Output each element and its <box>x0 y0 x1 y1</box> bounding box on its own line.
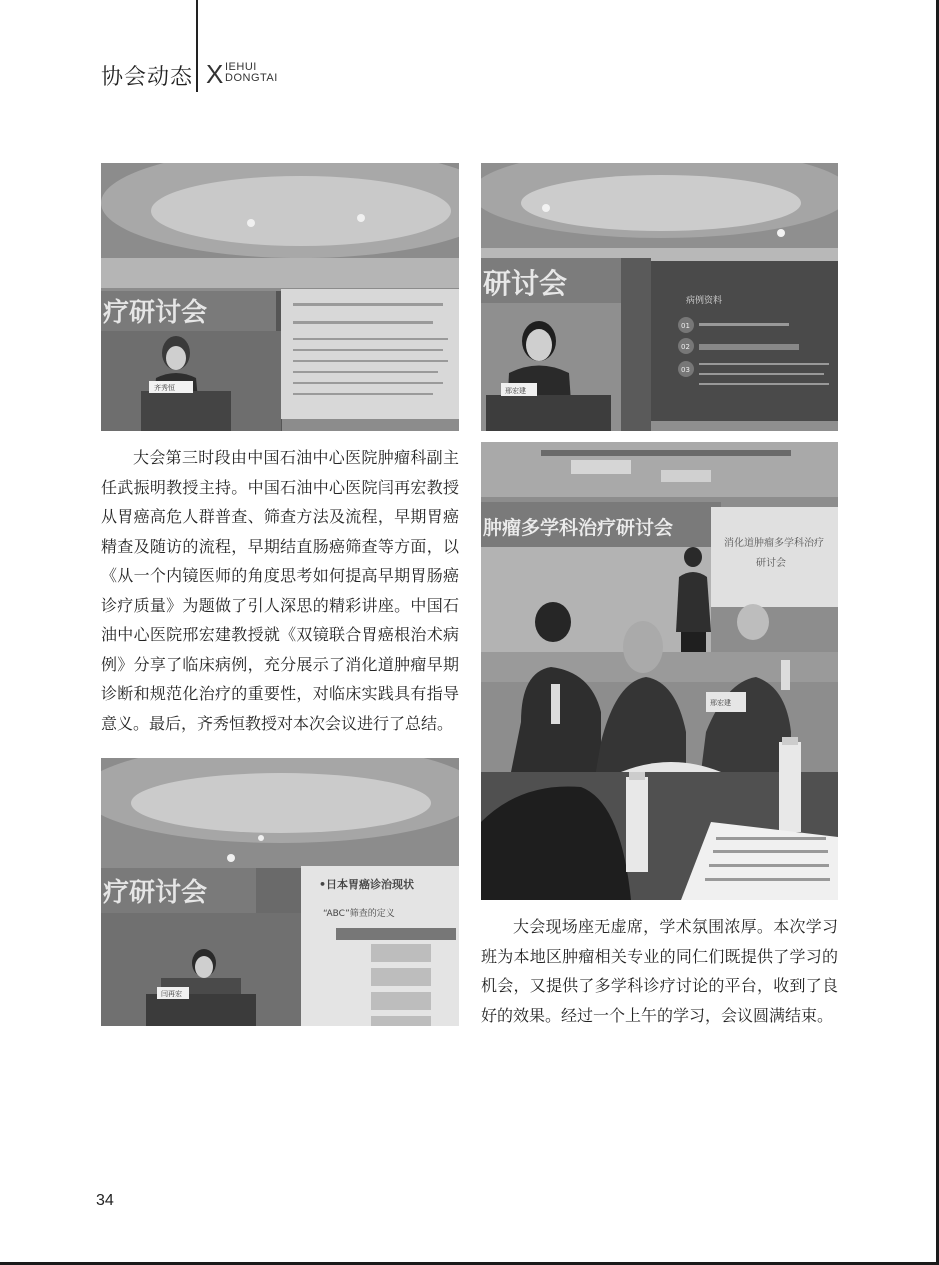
photo-3-name-card: 邢宏建 <box>710 699 731 707</box>
photo-3-screen-title-2: 研讨会 <box>756 558 786 569</box>
photo-4-banner: 疗研讨会 <box>103 878 208 908</box>
photo-4-image <box>101 758 459 1026</box>
photo-2-item-3: 03 <box>681 366 690 374</box>
photo-1-banner: 疗研讨会 <box>103 298 208 328</box>
photo-2-item-2: 02 <box>681 343 690 351</box>
photo-speaker-abc-slide <box>101 758 459 1026</box>
photo-4-name-card: 闫再宏 <box>161 990 182 998</box>
photo-3-banner: 肿瘤多学科治疗研讨会 <box>483 517 674 539</box>
photo-1-name-card: 齐秀恒 <box>154 384 175 392</box>
header-divider <box>196 0 198 92</box>
photo-2-image <box>481 163 838 431</box>
section-title: 协会动态 <box>101 65 194 90</box>
photo-4-slide-heading: •日本胃癌诊治现状 <box>319 878 415 891</box>
photo-3-image <box>481 442 838 900</box>
photo-3-screen-title-1: 消化道肿瘤多学科治疗 <box>724 538 824 549</box>
page-number: 34 <box>96 1192 114 1209</box>
photo-1-image <box>101 163 459 431</box>
paragraph-third-session: 大会第三时段由中国石油中心医院肿瘤科副主任武振明教授主持。中国石油中心医院闫再宏教授从胃癌高危人群普查、筛查方法及流程，早期胃癌精查及随访的流程，早期结直肠癌筛查等方面，以《从一个内镜医师的角度思考如何提高早期胃肠癌诊疗质量》为题做了引人深思的精彩讲座。中国石油中心医院邢宏建教授就《双镜联合胃癌根治术病例》分享了临床病例，充分展示了消化道肿瘤早期诊断和规范化治疗的重要性，对临床实践具有指导意义。最后，齐秀恒教授对本次会议进行了总结。 <box>101 448 459 733</box>
photo-2-item-1: 01 <box>681 322 690 330</box>
photo-2-slide-heading: 病例资料 <box>686 296 723 306</box>
logo-line-1: IEHUI <box>225 61 257 73</box>
photo-speaker-male-slide <box>481 163 838 431</box>
paragraph-conclusion: 大会现场座无虚席，学术氛围浓厚。本次学习班为本地区肿瘤相关专业的同仁们既提供了学习的机会，又提供了多学科诊疗讨论的平台，收到了良好的效果。经过一个上午的学习，会议圆满结束。 <box>481 917 838 1025</box>
logo-line-2: DONGTAI <box>225 72 278 84</box>
logo-letter: X <box>206 59 224 89</box>
photo-2-banner: 研讨会 <box>483 267 568 300</box>
photo-speaker-female-podium <box>101 163 459 431</box>
photo-conference-hall <box>481 442 838 900</box>
photo-4-slide-subheading: “ABC”筛查的定义 <box>323 909 395 919</box>
photo-2-name-card: 邢宏建 <box>505 387 526 395</box>
